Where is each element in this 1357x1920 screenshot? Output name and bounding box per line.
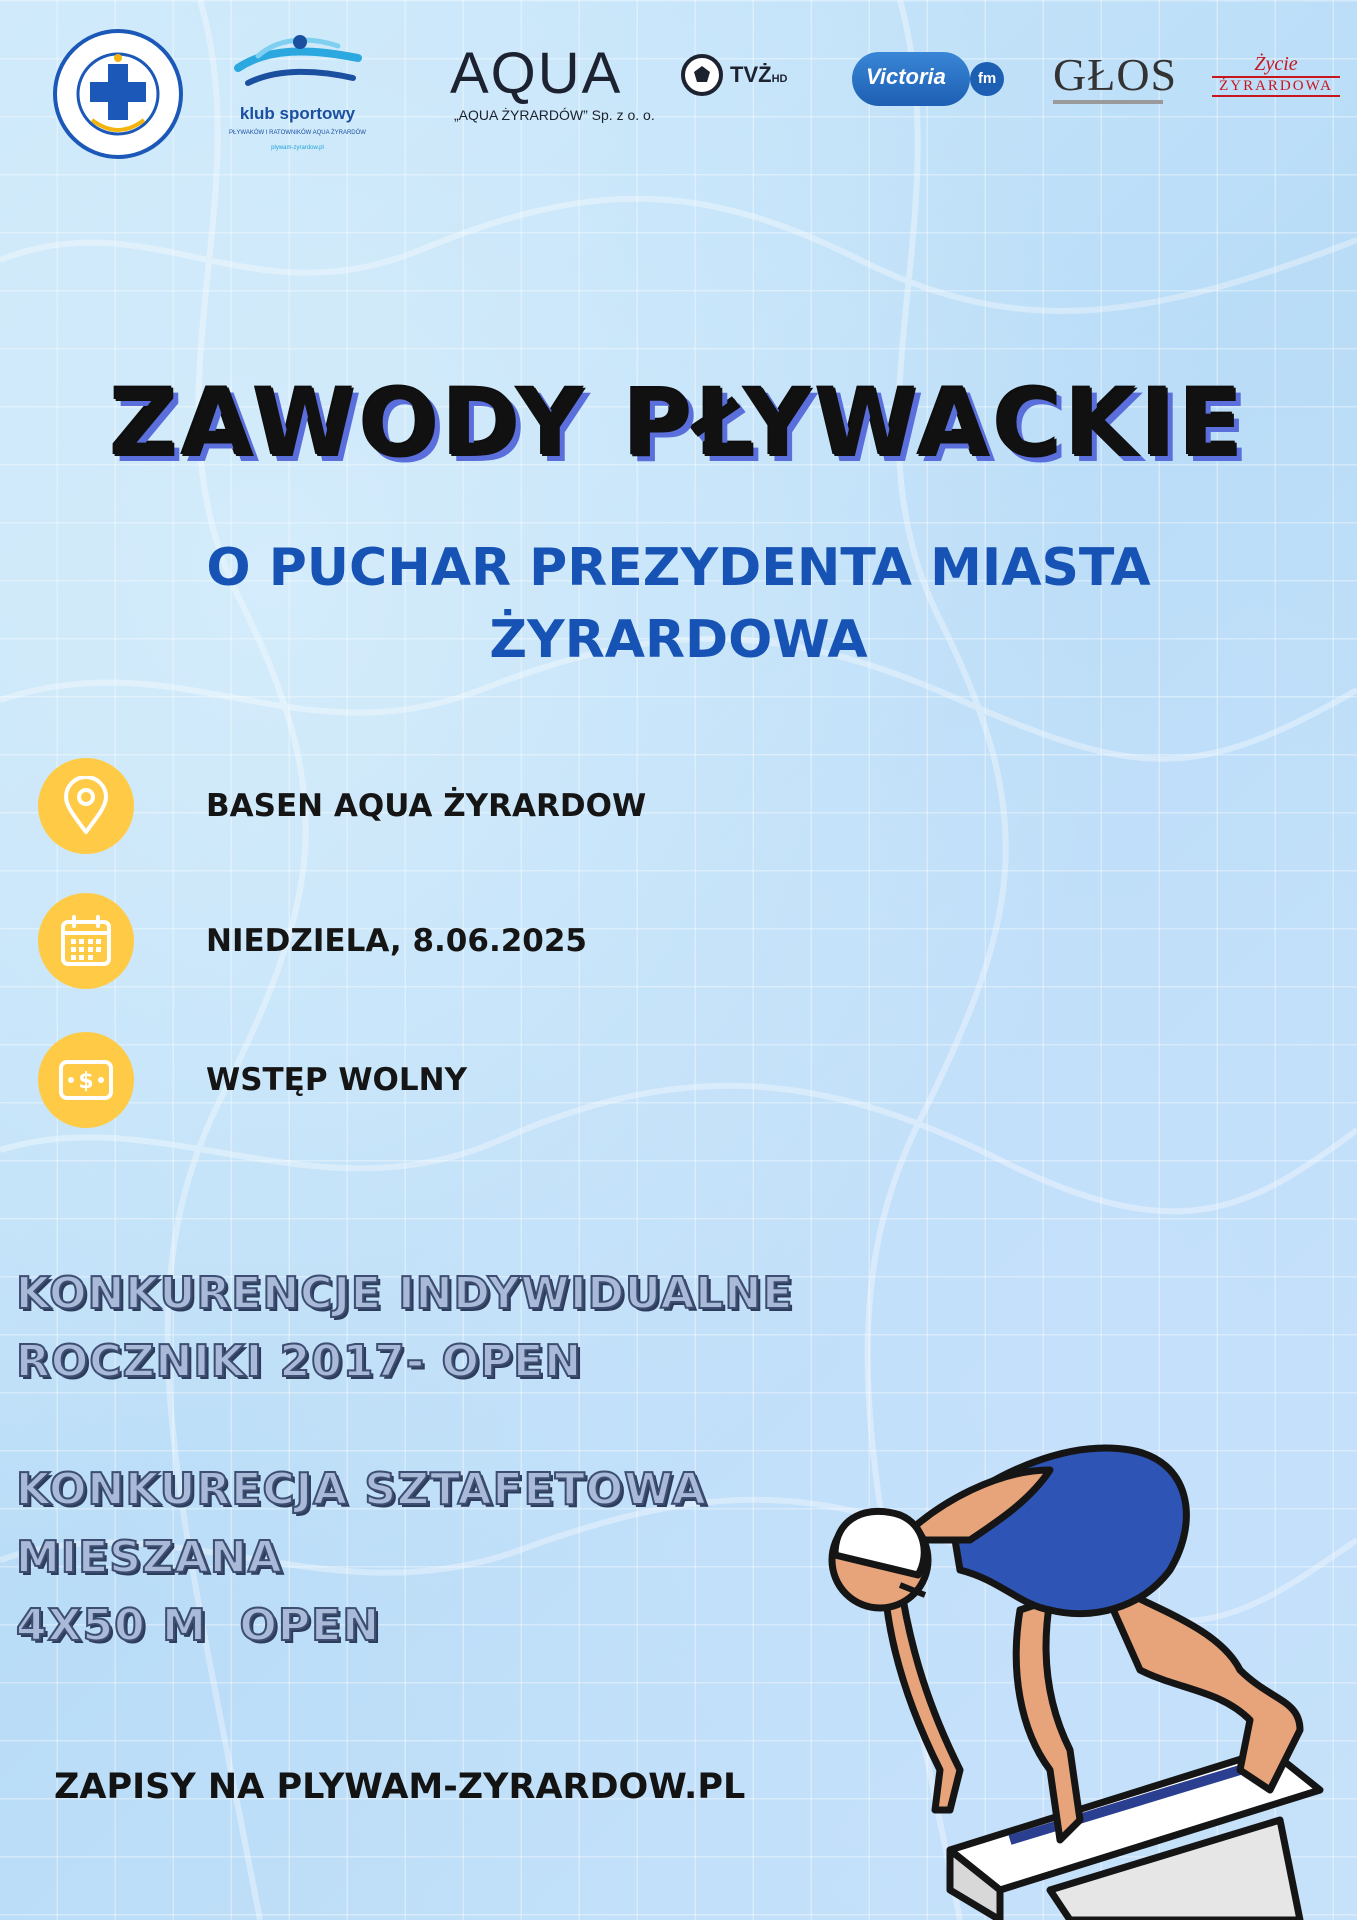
tvz-logo (680, 52, 820, 97)
individual-competitions (16, 1260, 793, 1396)
wopr-emblem-icon (52, 28, 184, 160)
swimmer-wave-icon (228, 28, 368, 98)
individual-line-1: KONKURENCJE INDYWIDUALNE (16, 1268, 794, 1319)
info-location-text: BASEN AQUA ŻYRARDOW (206, 788, 647, 824)
ticket-icon (38, 1032, 134, 1128)
info-location (38, 758, 646, 854)
wopr-logo (52, 28, 184, 160)
relay-line-1: KONKURECJA SZTAFETOWA (16, 1464, 707, 1515)
info-date (38, 893, 587, 989)
klub-url: plywam-zyrardow.pl (271, 145, 324, 151)
tvz-ball-icon (680, 53, 724, 97)
victoria-name: Victoria (866, 64, 946, 89)
klub-subtitle: PŁYWAKÓW I RATOWNIKÓW AQUA ŻYRARDÓW (229, 130, 366, 136)
glos-name: GŁOS (1053, 49, 1178, 100)
glos-underline (1053, 100, 1163, 104)
info-date-text: NIEDZIELA, 8.06.2025 (206, 923, 588, 959)
tvz-text (730, 62, 787, 88)
victoria-fm-logo (852, 52, 1004, 106)
individual-line-2: ROCZNIKI 2017- OPEN (16, 1336, 583, 1387)
klub-name: klub sportowy (239, 104, 356, 123)
victoria-pill (852, 52, 970, 106)
zycie-top: Życie (1254, 53, 1298, 75)
glos-logo (1053, 49, 1178, 104)
tvz-name: TVŻ (730, 61, 772, 87)
swimmer-illustration (800, 1370, 1357, 1920)
zycie-zyrardowa-logo (1212, 54, 1340, 104)
relay-line-2: MIESZANA (16, 1532, 283, 1583)
subtitle-line-1: O PUCHAR PREZYDENTA MIASTA (206, 538, 1151, 598)
calendar-icon (38, 893, 134, 989)
signup-text: ZAPISY NA PLYWAM-ZYRARDOW.PL (54, 1767, 746, 1807)
zycie-bottom: ŻYRARDOWA (1212, 76, 1340, 97)
victoria-fm: fm (970, 62, 1004, 96)
aqua-word: AQUA (450, 41, 623, 106)
location-pin-icon (38, 758, 134, 854)
relay-competitions (16, 1456, 707, 1660)
subtitle-line-2: ŻYRARDOWA (489, 610, 868, 670)
page-title: ZAWODY PŁYWACKIE (110, 370, 1247, 479)
klub-sportowy-logo (225, 28, 370, 168)
aqua-logo (450, 41, 680, 130)
tvz-hd: HD (771, 72, 788, 85)
relay-line-3: 4X50 M OPEN (16, 1600, 381, 1651)
subtitle (0, 532, 1357, 676)
svg-text:$: $ (78, 1069, 94, 1094)
info-admission-text: WSTĘP WOLNY (206, 1062, 468, 1098)
aqua-company: „AQUA ŻYRARDÓW” Sp. z o. o. (454, 107, 655, 123)
info-admission (38, 1032, 467, 1128)
